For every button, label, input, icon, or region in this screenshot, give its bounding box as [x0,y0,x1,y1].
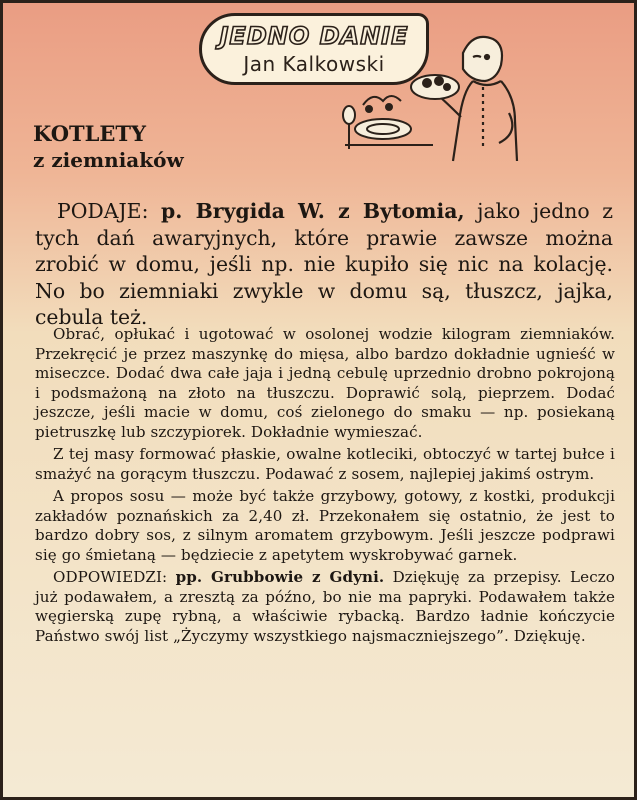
column-header [199,13,429,85]
intro-text: jako jedno z tych dań awaryjnych, które prawie zawsze można zrobić w domu, jeśli np. nie kupiło się nic na kolację. No bo ziemniaki zwykle w domu są, tłuszcz, jajka, cebula też. [35,199,614,329]
table-plate-icon [343,96,433,149]
intro-sender: p. Brygida W. z Bytomia, [161,199,465,223]
body-paragraph-1: Obrać, opłukać i ugotować w osolonej wodzie kilogram ziemniaków. Przekręcić je przez maszynkę do mięsa, albo bardzo dokładnie ugnieść w miseczce. Dodać dwa całe jaja i jedną cebulę uprzednio drobno pokrojoną i podsmażoną na złoto na tłuszczu. Doprawić solą, pieprzem. Dodać jeszcze, jeśli macie w domu, coś zielonego do smaku — np. posiekaną pietruszkę lub szczypiorek. Dokładnie wymieszać. [35,325,615,441]
answers-recipient: pp. Grubbowie z Gdyni. [175,568,385,586]
intro-lead: PODAJE: [57,199,162,223]
body-paragraph-3: A propos sosu — może być także grzybowy, gotowy, z kostki, produkcji zakładów poznańskich za 2,40 zł. Przekonałem się ostatnio, że jest to bardzo dobry sos, z silnym aromatem grzybowym. Jeśli jeszcze podprawi się go śmietaną — będziecie z apetytem wyskrobywać garnek. [35,487,615,564]
answers-lead: ODPOWIEDZI: [53,568,176,586]
author-name: Jan Kalkowski [243,52,385,76]
recipe-title [33,121,184,173]
intro-paragraph [35,198,613,331]
column-title: JEDNO DANIE [219,22,409,50]
body-paragraph-2: Z tej masy formować płaskie, owalne kotleciki, obtoczyć w tartej bułce i smażyć na gorącym tłuszczu. Podawać z sosem, najlepiej jakimś ostrym. [35,445,615,483]
recipe-title-sub: z ziemniaków [33,148,184,172]
answers-paragraph [35,568,615,646]
recipe-title-main: KOTLETY [33,121,146,146]
recipe-body [35,325,615,649]
answers-text: Dziękuję za przepisy. Leczo już podawałem, a zresztą za późno, bo nie ma papryki. Podawałem także węgierską zupę rybną, a właściwie rybacką. Bardzo ładnie kończycie Państwo swój list „Życzymy wszystkiego najsmaczniejszego”. Dziękuję. [35,568,615,645]
